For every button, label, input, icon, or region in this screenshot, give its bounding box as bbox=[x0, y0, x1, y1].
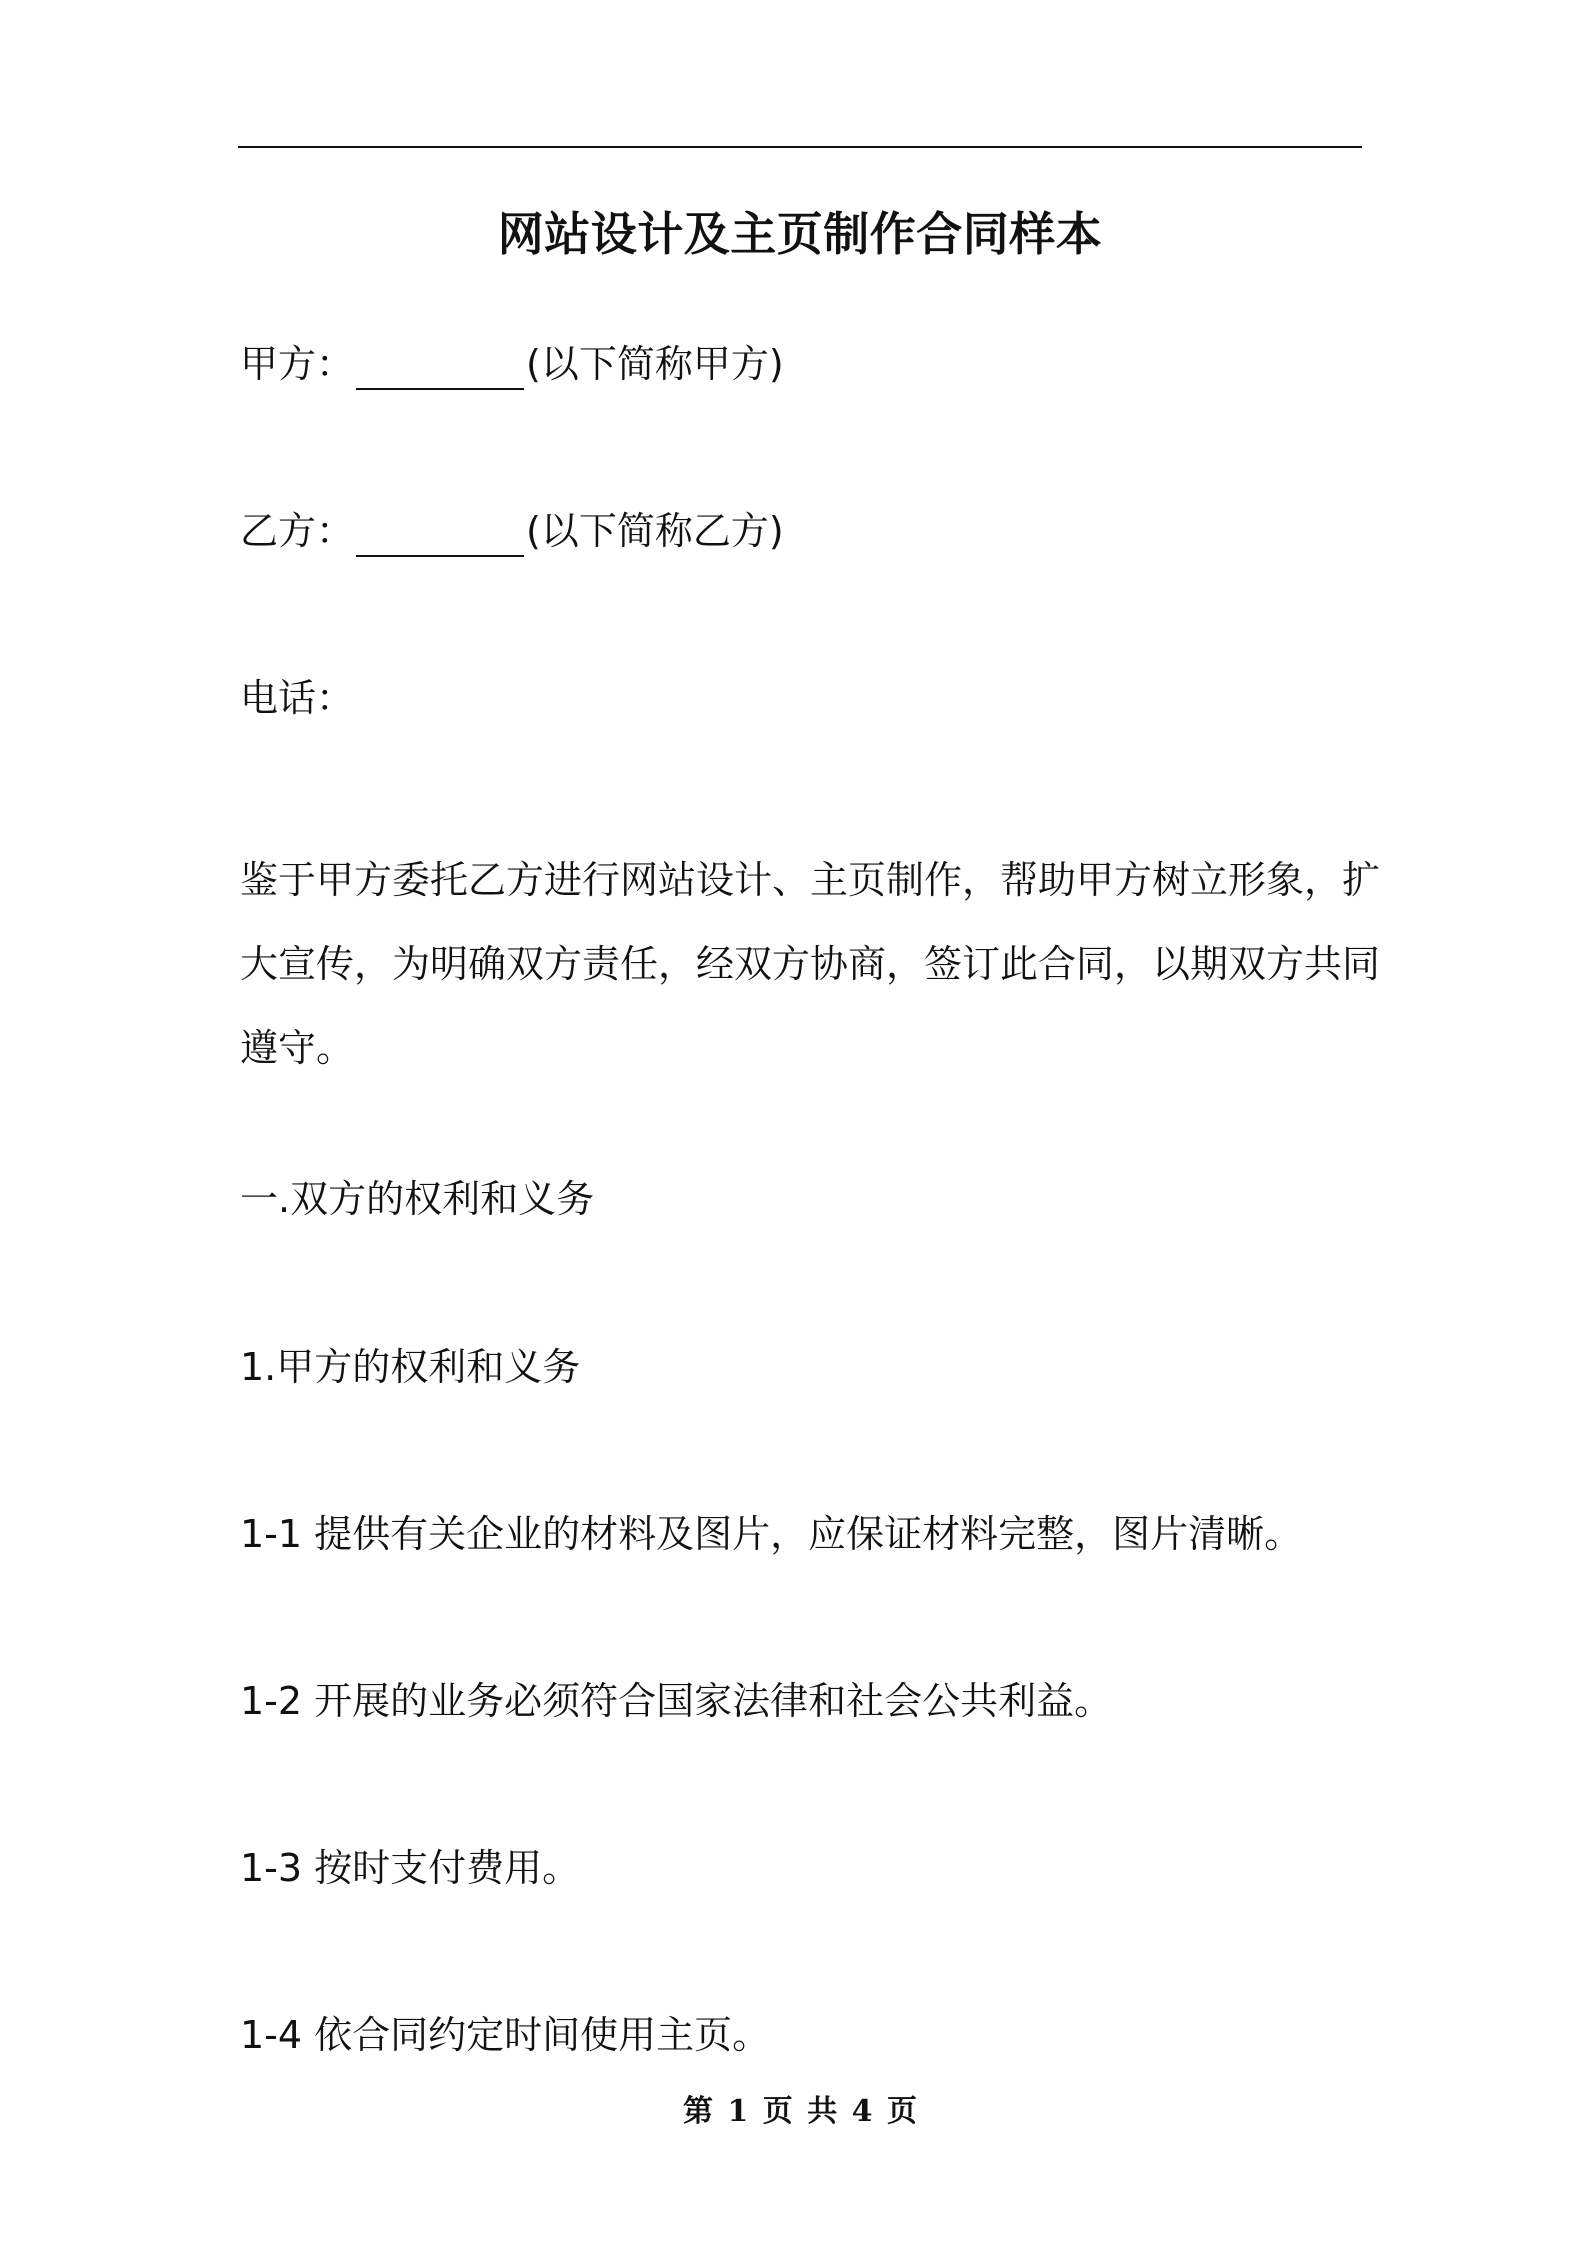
party-a-blank bbox=[356, 348, 524, 390]
party-b-label: 乙方： bbox=[240, 509, 355, 553]
page-number: 第 1 页 共 4 页 bbox=[683, 2094, 917, 2129]
clause-item: 1-2 开展的业务必须符合国家法律和社会公共利益。 bbox=[240, 1679, 1113, 1723]
party-b-blank bbox=[356, 515, 524, 557]
party-a-suffix: (以下简称甲方) bbox=[526, 342, 784, 386]
intro-line: 遵守。 bbox=[240, 1026, 355, 1070]
party-a-label: 甲方： bbox=[240, 342, 355, 386]
clause-item: 1-3 按时支付费用。 bbox=[240, 1846, 581, 1890]
intro-line: 鉴于甲方委托乙方进行网站设计、主页制作，帮助甲方树立形象，扩 bbox=[240, 858, 1381, 902]
party-b-line bbox=[240, 505, 1364, 557]
header-rule bbox=[238, 146, 1362, 148]
subsection-heading: 1.甲方的权利和义务 bbox=[240, 1345, 581, 1389]
party-b-suffix: (以下简称乙方) bbox=[526, 509, 784, 553]
party-a-line bbox=[240, 338, 1364, 390]
section-heading: 一.双方的权利和义务 bbox=[240, 1177, 595, 1221]
intro-paragraph bbox=[240, 838, 1381, 1090]
document-title: 网站设计及主页制作合同样本 bbox=[497, 207, 1103, 261]
intro-line: 大宣传，为明确双方责任，经双方协商，签订此合同，以期双方共同 bbox=[240, 942, 1381, 986]
clause-item: 1-1 提供有关企业的材料及图片，应保证材料完整，图片清晰。 bbox=[240, 1512, 1303, 1556]
phone-label: 电话： bbox=[240, 676, 355, 720]
clause-item: 1-4 依合同约定时间使用主页。 bbox=[240, 2013, 771, 2057]
phone-line bbox=[240, 672, 1364, 724]
